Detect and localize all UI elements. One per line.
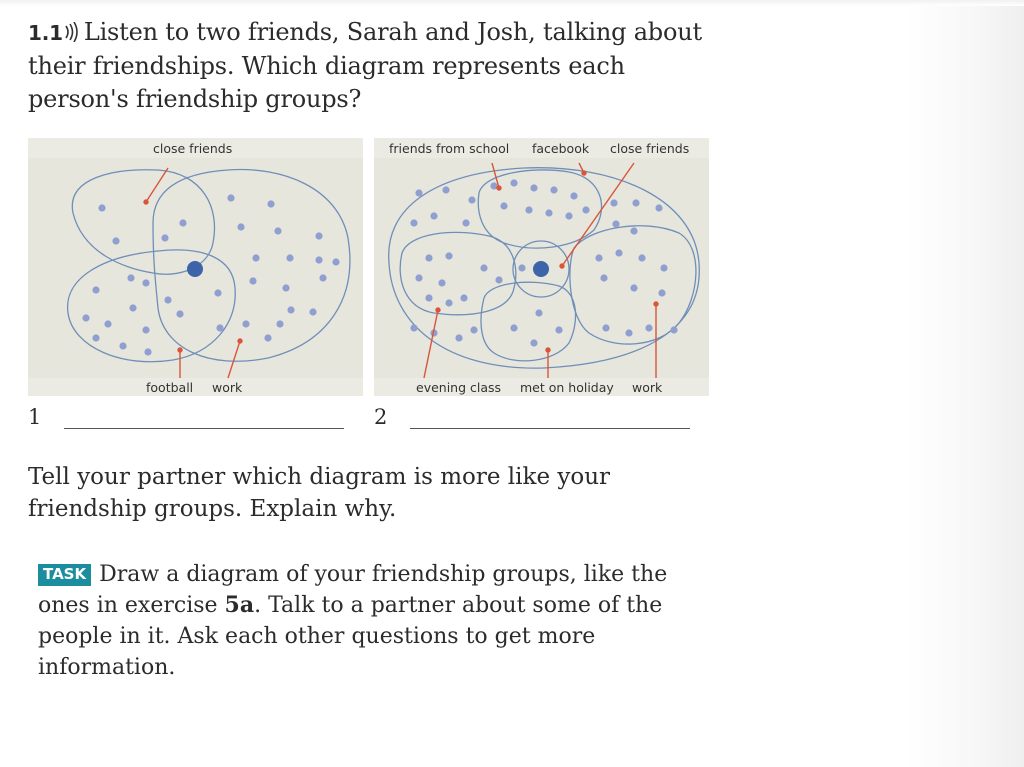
- member-dot: [660, 264, 667, 271]
- exercise-number: 1.1: [28, 21, 63, 45]
- member-dot: [430, 212, 437, 219]
- member-dot: [510, 179, 517, 186]
- member-dot: [252, 254, 259, 261]
- member-dot: [142, 279, 149, 286]
- answer-line-2[interactable]: [410, 428, 690, 429]
- member-dot: [645, 324, 652, 331]
- exercise-instruction: [28, 16, 728, 116]
- member-dot: [462, 219, 469, 226]
- member-dot: [309, 308, 316, 315]
- member-dot: [545, 209, 552, 216]
- member-dot: [525, 206, 532, 213]
- member-dot: [315, 256, 322, 263]
- member-dot: [425, 294, 432, 301]
- member-dot: [632, 199, 639, 206]
- member-dot: [530, 184, 537, 191]
- task-text-after: . Talk to a partner about some of the people in it. Ask each other questions to get more information.: [38, 593, 663, 680]
- discussion-prompt: Tell your partner which diagram is more like your friendship groups. Explain why.: [28, 464, 611, 522]
- member-dot: [282, 284, 289, 291]
- member-dot: [630, 227, 637, 234]
- member-dot: [565, 212, 572, 219]
- member-dot: [570, 192, 577, 199]
- member-dot: [267, 200, 274, 207]
- member-dot: [670, 326, 677, 333]
- member-dot: [410, 324, 417, 331]
- page-top-shadow: [0, 0, 1024, 6]
- member-dot: [612, 220, 619, 227]
- member-dot: [510, 324, 517, 331]
- member-dot: [602, 324, 609, 331]
- task-badge: TASK: [38, 564, 91, 586]
- group-work: [153, 170, 350, 362]
- member-dot: [518, 264, 525, 271]
- member-dot: [610, 199, 617, 206]
- member-dot: [332, 258, 339, 265]
- member-dot: [445, 299, 452, 306]
- member-dot: [176, 310, 183, 317]
- self-dot: [187, 261, 203, 277]
- member-dot: [460, 294, 467, 301]
- member-dot: [625, 329, 632, 336]
- member-dot: [161, 234, 168, 241]
- member-dot: [425, 254, 432, 261]
- member-dot: [164, 296, 171, 303]
- task-text-before: Draw a diagram of your friendship groups, like the ones in exercise: [38, 562, 668, 618]
- member-dot: [600, 274, 607, 281]
- label-work: work: [212, 380, 243, 395]
- instruction-text: Listen to two friends, Sarah and Josh, talking about their friendships. Which diagram represents each person's friendship groups?: [28, 18, 702, 113]
- member-dot: [550, 186, 557, 193]
- member-dot: [638, 254, 645, 261]
- label-football: football: [146, 380, 194, 395]
- member-dot: [98, 204, 105, 211]
- member-dot: [82, 314, 89, 321]
- member-dot: [227, 194, 234, 201]
- diagram-2: [374, 138, 709, 396]
- label-friends-from-school: friends from school: [389, 141, 510, 156]
- member-dot: [595, 254, 602, 261]
- member-dot: [655, 204, 662, 211]
- label-close-friends: close friends: [153, 141, 233, 156]
- label-met-on-holiday: met on holiday: [520, 380, 614, 395]
- member-dot: [129, 304, 136, 311]
- member-dot: [319, 274, 326, 281]
- member-dot: [315, 232, 322, 239]
- group-evening-class: [400, 232, 516, 314]
- member-dot: [214, 289, 221, 296]
- member-dot: [468, 196, 475, 203]
- member-dot: [410, 219, 417, 226]
- member-dot: [112, 237, 119, 244]
- label-facebook: facebook: [532, 141, 590, 156]
- member-dot: [142, 326, 149, 333]
- member-dot: [119, 342, 126, 349]
- member-dot: [415, 274, 422, 281]
- label-work: work: [632, 380, 663, 395]
- member-dot: [144, 348, 151, 355]
- member-dot: [555, 326, 562, 333]
- member-dot: [92, 286, 99, 293]
- member-dot: [480, 264, 487, 271]
- member-dot: [276, 320, 283, 327]
- member-dot: [274, 227, 281, 234]
- member-dot: [438, 279, 445, 286]
- member-dot: [179, 219, 186, 226]
- answer-line-1[interactable]: [64, 428, 344, 429]
- label-evening-class: evening class: [416, 380, 502, 395]
- member-dot: [92, 334, 99, 341]
- member-dot: [264, 334, 271, 341]
- member-dot: [287, 306, 294, 313]
- member-dot: [658, 289, 665, 296]
- member-dot: [500, 202, 507, 209]
- task-block: [38, 559, 678, 683]
- member-dot: [455, 334, 462, 341]
- page-edge-shadow: [904, 0, 1024, 767]
- member-dot: [615, 249, 622, 256]
- member-dot: [470, 326, 477, 333]
- member-dot: [535, 309, 542, 316]
- member-dot: [286, 254, 293, 261]
- member-dot: [495, 276, 502, 283]
- member-dot: [216, 324, 223, 331]
- self-dot: [533, 261, 549, 277]
- audio-waves-icon: [63, 22, 81, 42]
- member-dot: [582, 206, 589, 213]
- answer-number-2: 2: [374, 405, 388, 429]
- member-dot: [237, 223, 244, 230]
- member-dot: [442, 186, 449, 193]
- member-dot: [242, 320, 249, 327]
- group-close-friends: [72, 170, 214, 274]
- answer-number-1: 1: [28, 405, 42, 429]
- member-dot: [630, 284, 637, 291]
- label-close-friends: close friends: [610, 141, 690, 156]
- task-exercise-ref: 5a: [224, 592, 255, 618]
- member-dot: [445, 252, 452, 259]
- diagram-1: [28, 138, 363, 396]
- group-football: [68, 250, 236, 362]
- member-dot: [104, 320, 111, 327]
- member-dot: [530, 339, 537, 346]
- member-dot: [415, 189, 422, 196]
- member-dot: [249, 277, 256, 284]
- member-dot: [127, 274, 134, 281]
